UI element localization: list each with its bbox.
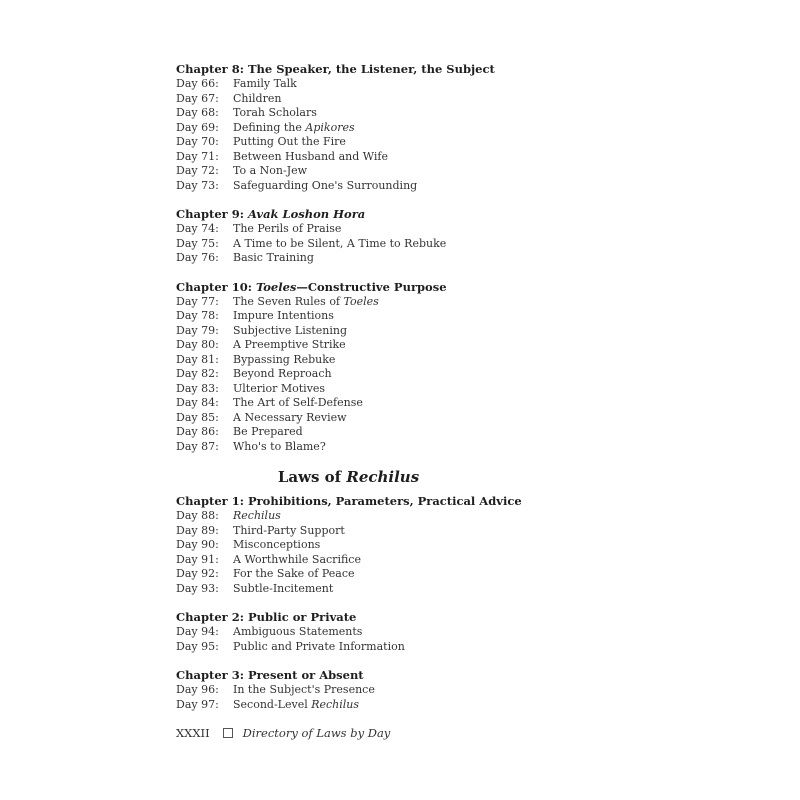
day-label: Day 87:: [176, 439, 219, 453]
chapter-9-title: [176, 207, 596, 222]
list-item: [176, 121, 596, 136]
day-label: Day 88:: [176, 509, 219, 522]
day-label: Day 72:: [176, 164, 219, 177]
entry-title: Family Talk: [233, 77, 297, 90]
list-item: [176, 309, 596, 324]
day-label: Day 80:: [176, 338, 219, 351]
day-label: Day 79:: [176, 323, 219, 337]
entry-title: Subjective Listening: [233, 323, 348, 337]
list-item: [176, 440, 596, 455]
list-item: [176, 164, 596, 179]
entry-italic-term: Apikores: [305, 120, 355, 134]
entry-title: [233, 295, 596, 310]
list-item: [176, 683, 596, 698]
entry-italic-term: Rechilus: [311, 697, 360, 711]
chapter-9-section: [176, 207, 596, 266]
list-item: [176, 106, 596, 121]
day-label: Day 78:: [176, 309, 219, 322]
chapter-10-section: [176, 280, 596, 455]
entry-text: Defining the: [233, 120, 306, 134]
chapter-name: —Constructive Purpose: [296, 279, 447, 294]
list-item: [176, 567, 596, 582]
list-item: [176, 553, 596, 568]
day-label: Day 93:: [176, 581, 219, 595]
list-item: [176, 150, 596, 165]
list-item: [176, 338, 596, 353]
list-item: [176, 524, 596, 539]
list-item: [176, 411, 596, 426]
day-label: Day 85:: [176, 410, 219, 424]
list-item: [176, 251, 596, 266]
entry-title: Torah Scholars: [233, 106, 317, 119]
entry-title: Basic Training: [233, 251, 314, 264]
list-item: [176, 425, 596, 440]
day-label: Day 96:: [176, 683, 219, 696]
chapter-name: Prohibitions, Parameters, Practical Advice: [247, 494, 522, 508]
entry-title: The Perils of Praise: [233, 222, 342, 235]
day-label: Day 94:: [176, 625, 219, 638]
chapter-name: Avak Loshon Hora: [247, 207, 366, 221]
chapter-label: Chapter 9:: [176, 207, 244, 221]
day-label: Day 74:: [176, 222, 219, 235]
entry-title: Children: [233, 91, 282, 105]
entry-title: Between Husband and Wife: [233, 149, 388, 163]
chapter-8-title: [176, 62, 596, 77]
list-item: [176, 698, 596, 713]
day-label: Day 84:: [176, 396, 219, 409]
day-label: Day 97:: [176, 697, 219, 711]
list-item: [176, 222, 596, 237]
square-ornament-icon: [223, 728, 233, 738]
chapter-label: Chapter 1:: [176, 494, 244, 508]
chapter-label: Chapter 2:: [176, 610, 244, 624]
entry-title: Who's to Blame?: [233, 439, 326, 453]
day-label: Day 91:: [176, 552, 219, 566]
entry-title: Third-Party Support: [233, 523, 345, 537]
list-item: [176, 324, 596, 339]
entry-title: Putting Out the Fire: [233, 135, 346, 148]
day-label: Day 90:: [176, 538, 219, 551]
rechilus-chapter-3-section: [176, 668, 596, 712]
part-title-text: Laws of: [277, 468, 347, 486]
rechilus-chapter-2-title: [176, 610, 596, 625]
day-label: Day 83:: [176, 381, 219, 395]
entry-title: A Necessary Review: [233, 410, 347, 424]
list-item: [176, 77, 596, 92]
day-label: Day 89:: [176, 523, 219, 537]
day-label: Day 73:: [176, 178, 219, 192]
entry-text: The Seven Rules of: [233, 294, 344, 308]
entry-title: [233, 121, 596, 136]
entry-title: A Worthwhile Sacrifice: [233, 552, 361, 566]
list-item: [176, 353, 596, 368]
running-title: Directory of Laws by Day: [242, 726, 391, 740]
entry-title: Be Prepared: [233, 425, 303, 438]
page-footer: [176, 726, 596, 740]
list-item: [176, 640, 596, 655]
entry-title: Beyond Reproach: [233, 367, 332, 380]
chapter-8-section: [176, 62, 596, 193]
list-item: [176, 509, 596, 524]
day-label: Day 66:: [176, 77, 219, 90]
day-label: Day 81:: [176, 352, 219, 366]
day-label: Day 95:: [176, 639, 219, 653]
day-label: Day 92:: [176, 567, 219, 580]
entry-title: Ulterior Motives: [233, 381, 326, 395]
directory-page: [176, 62, 596, 740]
entry-title: In the Subject's Presence: [233, 683, 375, 696]
day-label: Day 68:: [176, 106, 219, 119]
list-item: [176, 92, 596, 107]
chapter-name-italic: Toeles: [255, 279, 297, 294]
entry-title: For the Sake of Peace: [233, 567, 355, 580]
list-item: [176, 538, 596, 553]
entry-title: Rechilus: [233, 509, 281, 522]
list-item: [176, 582, 596, 597]
entry-title: Misconceptions: [233, 538, 321, 551]
day-label: Day 86:: [176, 425, 219, 438]
entry-title: A Time to be Silent, A Time to Rebuke: [233, 236, 447, 250]
list-item: [176, 625, 596, 640]
list-item: [176, 295, 596, 310]
list-item: [176, 396, 596, 411]
entry-title: Subtle-Incitement: [233, 581, 334, 595]
chapter-label: Chapter 8:: [176, 62, 244, 76]
part-title-italic: Rechilus: [346, 468, 420, 486]
list-item: [176, 135, 596, 150]
day-label: Day 70:: [176, 135, 219, 148]
list-item: [176, 382, 596, 397]
entry-text: Second-Level: [233, 697, 312, 711]
list-item: [176, 179, 596, 194]
entry-title: Public and Private Information: [233, 639, 405, 653]
chapter-label: Chapter 10:: [176, 279, 252, 294]
chapter-name: The Speaker, the Listener, the Subject: [247, 62, 495, 76]
chapter-name: Present or Absent: [247, 668, 364, 682]
part-title: [176, 468, 521, 486]
entry-title: Safeguarding One's Surrounding: [233, 178, 418, 192]
chapter-label: Chapter 3:: [176, 668, 244, 682]
day-label: Day 67:: [176, 91, 219, 105]
entry-title: [233, 698, 596, 713]
entry-title: Ambiguous Statements: [233, 625, 363, 638]
rechilus-chapter-1-title: [176, 494, 596, 509]
page-number: XXXII: [176, 726, 210, 740]
list-item: [176, 237, 596, 252]
chapter-10-title: [176, 280, 596, 295]
day-label: Day 71:: [176, 149, 219, 163]
entry-title: Bypassing Rebuke: [233, 352, 336, 366]
day-label: Day 76:: [176, 251, 219, 264]
entry-italic-term: Toeles: [343, 294, 379, 308]
day-label: Day 69:: [176, 120, 219, 134]
entry-title: Impure Intentions: [233, 309, 334, 322]
day-label: Day 77:: [176, 294, 219, 308]
entry-title: The Art of Self-Defense: [233, 396, 363, 409]
day-label: Day 75:: [176, 236, 219, 250]
entry-title: To a Non-Jew: [233, 164, 308, 177]
day-label: Day 82:: [176, 367, 219, 380]
entry-title: A Preemptive Strike: [233, 338, 346, 351]
chapter-name: Public or Private: [247, 610, 357, 624]
rechilus-chapter-2-section: [176, 610, 596, 654]
rechilus-chapter-3-title: [176, 668, 596, 683]
rechilus-chapter-1-section: [176, 494, 596, 596]
list-item: [176, 367, 596, 382]
